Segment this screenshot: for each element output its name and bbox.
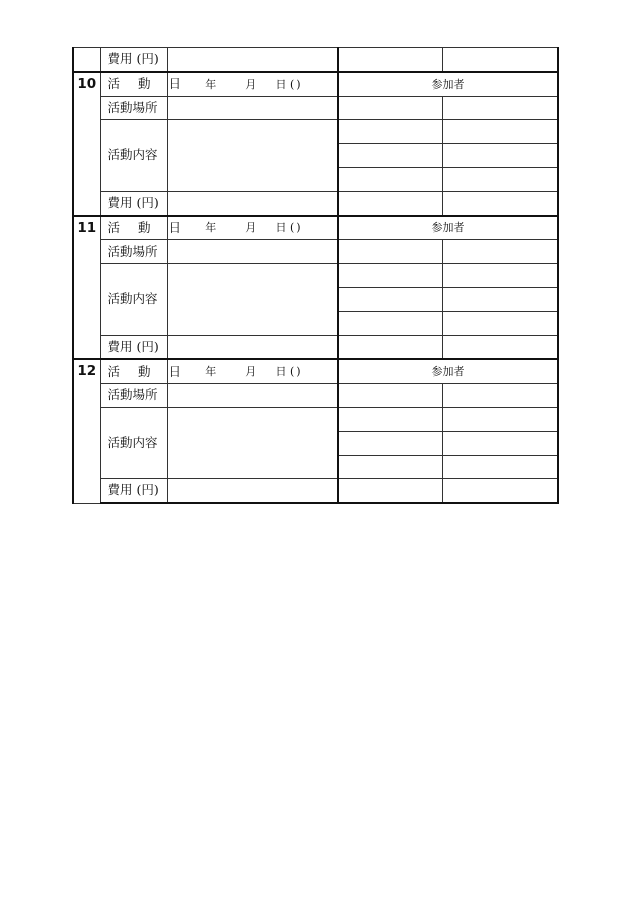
activity-place-field[interactable] (167, 384, 338, 408)
activity-content-field[interactable] (167, 120, 338, 191)
cost-label: 費用 (円) (100, 335, 167, 359)
cost-label: 費用 (円) (100, 48, 167, 72)
activity-date-field[interactable] (167, 216, 338, 240)
section-number: 12 (73, 359, 100, 503)
participants-header: 参加者 (338, 216, 558, 240)
activity-date-label: 活 動 日 (100, 216, 167, 240)
activity-place-label: 活動場所 (100, 96, 167, 120)
participant-field[interactable] (442, 144, 558, 168)
participant-field[interactable] (338, 431, 442, 455)
participant-field[interactable] (442, 96, 558, 120)
activity-report-form (72, 47, 559, 504)
participant-field[interactable] (442, 311, 558, 335)
participant-field[interactable] (338, 479, 442, 503)
section-9-cost-row (73, 48, 558, 72)
participant-field[interactable] (338, 407, 442, 431)
date-month-label: 月 (245, 77, 257, 91)
participant-field[interactable] (338, 144, 442, 168)
cost-field[interactable] (167, 191, 338, 215)
section-11-date-row (73, 216, 558, 240)
activity-date-field[interactable] (167, 359, 338, 383)
participants-header: 参加者 (338, 72, 558, 96)
section-10-cost-row (73, 191, 558, 215)
participant-field[interactable] (442, 479, 558, 503)
activity-place-field[interactable] (167, 96, 338, 120)
date-month-label: 月 (245, 365, 257, 379)
section-number: 10 (73, 72, 100, 216)
participant-field[interactable] (442, 48, 558, 72)
activity-content-field[interactable] (167, 264, 338, 335)
activity-date-label: 活 動 日 (100, 359, 167, 383)
activity-date-label: 活 動 日 (100, 72, 167, 96)
activity-date-field[interactable] (167, 72, 338, 96)
participant-field[interactable] (442, 384, 558, 408)
cost-field[interactable] (167, 48, 338, 72)
activity-content-label: 活動内容 (100, 264, 167, 335)
participant-field[interactable] (442, 287, 558, 311)
date-year-label: 年 (205, 365, 217, 379)
date-month-label: 月 (245, 221, 257, 235)
participant-field[interactable] (338, 167, 442, 191)
date-weekday-close: ) (296, 221, 301, 235)
participants-header: 参加者 (338, 359, 558, 383)
participant-field[interactable] (338, 311, 442, 335)
cost-field[interactable] (167, 335, 338, 359)
activity-content-label: 活動内容 (100, 407, 167, 478)
participant-field[interactable] (338, 264, 442, 288)
date-day-label: 日 ( (275, 77, 295, 91)
date-year-label: 年 (205, 77, 217, 91)
participant-field[interactable] (442, 240, 558, 264)
section-12-cost-row (73, 479, 558, 503)
cost-field[interactable] (167, 479, 338, 503)
cost-label: 費用 (円) (100, 191, 167, 215)
section-10-date-row (73, 72, 558, 96)
section-11-cost-row (73, 335, 558, 359)
section-number: 11 (73, 216, 100, 360)
participant-field[interactable] (338, 335, 442, 359)
date-day-label: 日 ( (275, 365, 295, 379)
participant-field[interactable] (338, 287, 442, 311)
participant-field[interactable] (338, 384, 442, 408)
activity-content-label: 活動内容 (100, 120, 167, 191)
participant-field[interactable] (338, 120, 442, 144)
participant-field[interactable] (442, 431, 558, 455)
section-10-content-row (73, 120, 558, 144)
participant-field[interactable] (442, 335, 558, 359)
participant-field[interactable] (338, 455, 442, 479)
date-day-label: 日 ( (275, 221, 295, 235)
date-weekday-close: ) (296, 77, 301, 91)
participant-field[interactable] (442, 191, 558, 215)
section-11-content-row (73, 264, 558, 288)
section-12-place-row (73, 384, 558, 408)
date-weekday-close: ) (296, 365, 301, 379)
participant-field[interactable] (442, 407, 558, 431)
cost-label: 費用 (円) (100, 479, 167, 503)
section-9-number-cell (73, 48, 100, 72)
participant-field[interactable] (338, 240, 442, 264)
section-12-date-row (73, 359, 558, 383)
section-12-content-row (73, 407, 558, 431)
participant-field[interactable] (338, 96, 442, 120)
participant-field[interactable] (338, 48, 442, 72)
activity-place-label: 活動場所 (100, 240, 167, 264)
participant-field[interactable] (442, 455, 558, 479)
activity-place-label: 活動場所 (100, 384, 167, 408)
section-10-place-row (73, 96, 558, 120)
activity-place-field[interactable] (167, 240, 338, 264)
participant-field[interactable] (338, 191, 442, 215)
section-11-place-row (73, 240, 558, 264)
participant-field[interactable] (442, 167, 558, 191)
date-year-label: 年 (205, 221, 217, 235)
participant-field[interactable] (442, 120, 558, 144)
participant-field[interactable] (442, 264, 558, 288)
activity-content-field[interactable] (167, 407, 338, 478)
